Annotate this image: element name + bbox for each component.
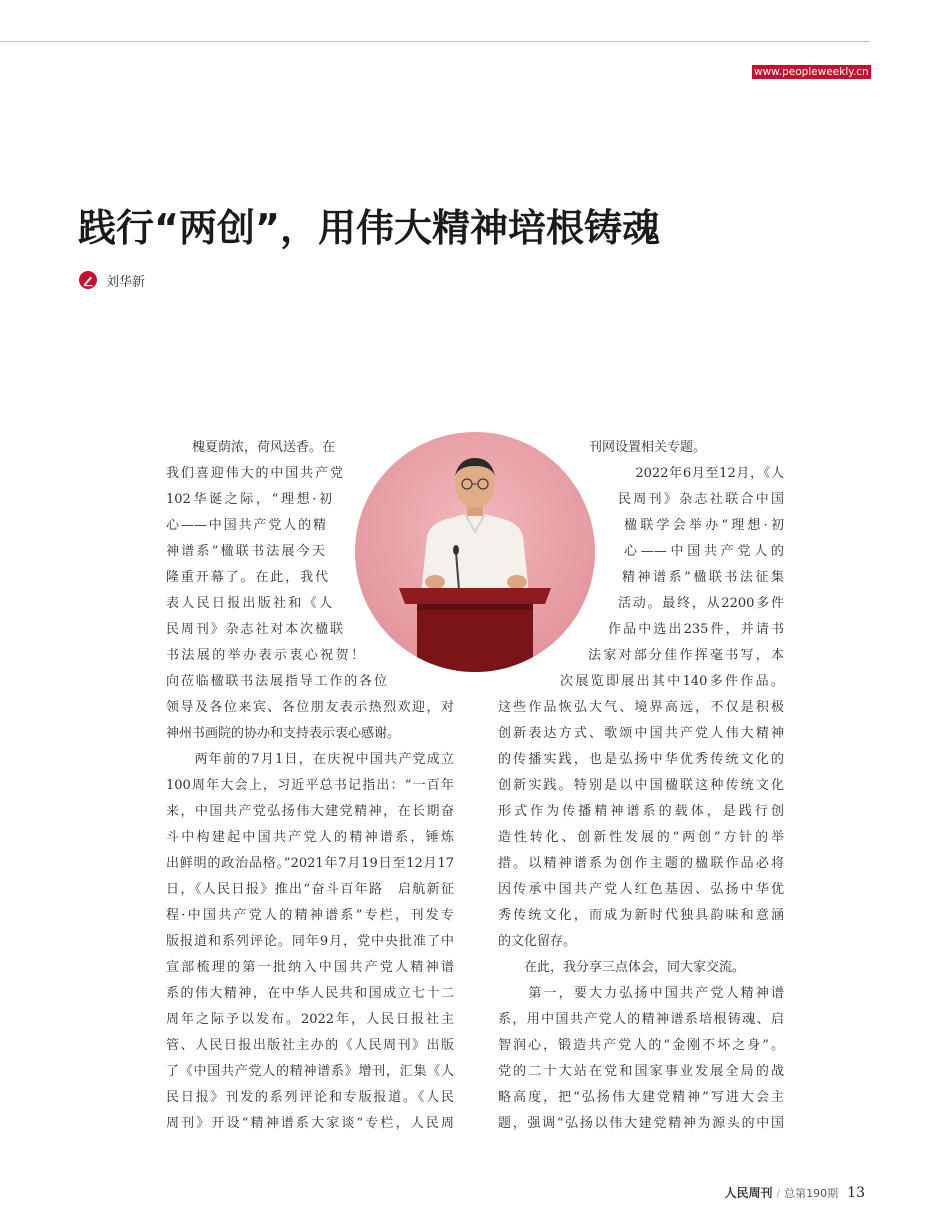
- paragraph-line: 作品中选出235件，并请书: [608, 622, 784, 637]
- paragraph-line: 隆重开幕了。在此，我代: [166, 570, 328, 585]
- paragraph-line: 民周刊》杂志社联合中国: [618, 492, 784, 507]
- paragraph-line: 活动。最终，从2200多件: [618, 596, 784, 611]
- paragraph-line: 刊网设置相关专题。: [589, 440, 707, 455]
- paragraph-line: 两年前的7月1日，在庆祝中国共产党成立: [166, 752, 454, 767]
- paragraph-line: 了《中国共产党人的精神谱系》增刊，汇集《人: [166, 1064, 454, 1079]
- page-footer: [724, 1184, 865, 1201]
- paragraph-line: 题，强调“弘扬以伟大建党精神为源头的中国: [498, 1116, 784, 1131]
- paragraph-line: 法家对部分佳作挥毫书写，本: [588, 648, 784, 663]
- paragraph-line: 来，中国共产党弘扬伟大建党精神，在长期奋: [166, 804, 454, 819]
- paragraph-line: 心——中国共产党人的: [624, 544, 784, 559]
- paragraph-line: 这些作品恢弘大气、境界高远，不仅是积极: [498, 700, 784, 715]
- paragraph-line: 系，用中国共产党人的精神谱系培根铸魂、启: [498, 1012, 784, 1027]
- paragraph-line: 略高度，把“弘扬伟大建党精神”写进大会主: [498, 1090, 784, 1105]
- paragraph-line: 党的二十大站在党和国家事业发展全局的战: [498, 1064, 784, 1079]
- paragraph-line: 程·中国共产党人的精神谱系”专栏，刊发专: [166, 908, 454, 923]
- paragraph-line: 表人民日报出版社和《人: [166, 596, 332, 611]
- paragraph-line: 日，《人民日报》推出“奋斗百年路 启航新征: [166, 882, 454, 897]
- paragraph-line: 因传承中国共产党人红色基因、弘扬中华优: [498, 882, 784, 897]
- footer-issue: 总第190期: [784, 1187, 839, 1200]
- paragraph-line: 宣部梳理的第一批纳入中国共产党人精神谱: [166, 960, 454, 975]
- paragraph-line: 书法展的举办表示衷心祝贺！: [166, 648, 364, 663]
- footer-separator: /: [776, 1187, 781, 1200]
- paragraph-line: 的文化留存。: [498, 934, 577, 949]
- paragraph-line: 第一，要大力弘扬中国共产党人精神谱: [498, 986, 784, 1001]
- paragraph-line: 创新实践。特别是以中国楹联这种传统文化: [498, 778, 784, 793]
- paragraph-line: 槐夏荫浓，荷风送香。在: [166, 440, 336, 455]
- paragraph-line: 措。以精神谱系为创作主题的楹联作品必将: [498, 856, 784, 871]
- paragraph-line: 神州书画院的协办和支持表示衷心感谢。: [166, 726, 401, 741]
- paragraph-line: 神谱系”楹联书法展今天: [166, 544, 325, 559]
- article-title: 践行“两创”，用伟大精神培根铸魂: [78, 206, 660, 250]
- paragraph-line: 版报道和系列评论。同年9月，党中央批准了中: [166, 934, 454, 949]
- paragraph-line: 周刊》开设“精神谱系大家谈”专栏，人民周: [166, 1116, 454, 1131]
- paragraph-line: 精神谱系”楹联书法征集: [622, 570, 784, 585]
- page-number: 13: [847, 1185, 865, 1201]
- paragraph-line: 出鲜明的政治品格。”2021年7月19日至12月17: [166, 856, 454, 871]
- author-name: 刘华新: [106, 274, 146, 290]
- footer-magazine: 人民周刊: [724, 1186, 773, 1200]
- paragraph-line: 民周刊》杂志社对本次楹联: [166, 622, 343, 637]
- paragraph-line: 智润心，锻造共产党人的“金刚不坏之身”。: [498, 1038, 784, 1053]
- paragraph-line: 的传播实践，也是弘扬中华优秀传统文化的: [498, 752, 784, 767]
- paragraph-line: 管、人民日报出版社主办的《人民周刊》出版: [166, 1038, 454, 1053]
- paragraph-line: 创新表达方式、歌颂中国共产党人伟大精神: [498, 726, 784, 741]
- paragraph-line: 形式作为传播精神谱系的载体，是践行创: [498, 804, 784, 819]
- paragraph-line: 周年之际予以发布。2022年，人民日报社主: [166, 1012, 454, 1027]
- author-byline: [79, 270, 145, 290]
- paragraph-line: 系的伟大精神，在中华人民共和国成立七十二: [166, 986, 454, 1001]
- paragraph-line: 向莅临楹联书法展指导工作的各位: [166, 674, 387, 689]
- paragraph-line: 心——中国共产党人的精: [166, 518, 326, 533]
- paragraph-line: 造性转化、创新性发展的“两创”方针的举: [498, 830, 784, 845]
- paragraph-line: 次展览即展出其中140多件作品。: [560, 674, 784, 689]
- paragraph-line: 民日报》刊发的系列评论和专版报道。《人民: [166, 1090, 454, 1105]
- pen-icon: [79, 271, 97, 289]
- paragraph-line: 100周年大会上，习近平总书记指出：“一百年: [166, 778, 454, 793]
- paragraph-line: 2022年6月至12月，《人: [608, 466, 784, 481]
- paragraph-line: 斗中构建起中国共产党人的精神谱系，锤炼: [166, 830, 454, 845]
- paragraph-line: 领导及各位来宾、各位朋友表示热烈欢迎，对: [166, 700, 454, 715]
- paragraph-line: 我们喜迎伟大的中国共产党: [166, 466, 343, 481]
- speaker-photo: [355, 432, 595, 672]
- header-rule: [0, 41, 870, 42]
- paragraph-line: 在此，我分享三点体会，同大家交流。: [498, 960, 746, 975]
- site-url-tag[interactable]: www.peopleweekly.cn: [754, 66, 869, 78]
- paragraph-line: 秀传统文化，而成为新时代独具韵味和意涵: [498, 908, 784, 923]
- paragraph-line: 楹联学会举办“理想·初: [624, 518, 784, 533]
- paragraph-line: 102华诞之际，“理想·初: [166, 492, 332, 507]
